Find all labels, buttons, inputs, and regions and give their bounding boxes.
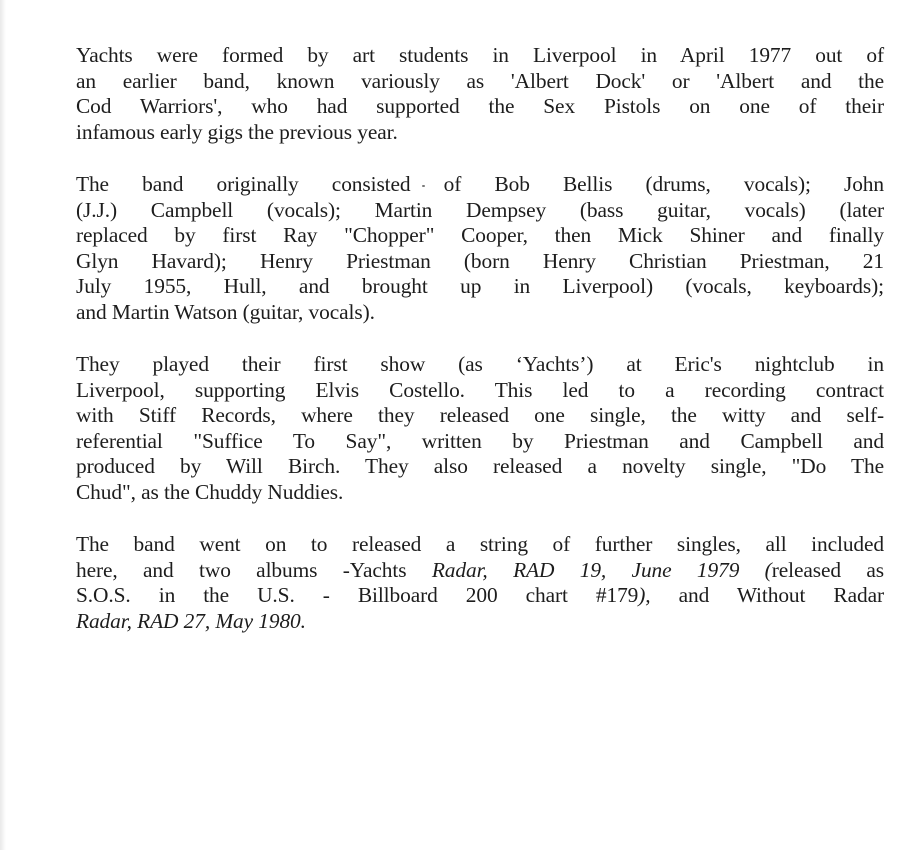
paragraph-first-show xyxy=(76,352,884,505)
text-line: with Stiff Records, where they released one single, the witty and self- xyxy=(76,403,884,427)
text-line: and Martin Watson (guitar, vocals). xyxy=(76,299,375,324)
page-edge-shadow xyxy=(0,0,6,850)
text-line: Yachts were formed by art students in Liverpool in April 1977 out of xyxy=(76,43,884,67)
text-line: referential "Suffice To Say", written by Priestman and Campbell and xyxy=(76,428,884,453)
text-line: Chud", as the Chuddy Nuddies. xyxy=(76,479,344,504)
text-line-mixed xyxy=(76,609,884,635)
text-line: Cod Warriors', who had supported the Sex Pistols on one of their xyxy=(76,94,884,118)
text-body xyxy=(76,43,884,661)
text-line: The band originally consisted of Bob Bellis (drums, vocals); John xyxy=(76,172,884,196)
text-line: an earlier band, known variously as 'Albert Dock' or 'Albert and the xyxy=(76,68,884,93)
text-run: here, and two albums -Yachts xyxy=(76,557,432,582)
text-line: They played their first show (as ‘Yachts’) at Eric's nightclub in xyxy=(76,352,884,376)
paragraph-formation xyxy=(76,43,884,145)
text-line-mixed xyxy=(76,583,884,609)
text-line: produced by Will Birch. They also released a novelty single, "Do The xyxy=(76,454,884,478)
text-line-mixed xyxy=(76,558,884,584)
text-run: and Without Radar xyxy=(650,583,884,607)
text-line: Glyn Havard); Henry Priestman (born Henry Christian Priestman, 21 xyxy=(76,248,884,273)
album-title-run: Radar, RAD 27, May 1980. xyxy=(76,608,306,633)
text-line: Liverpool, supporting Elvis Costello. This led to a recording contract xyxy=(76,377,884,402)
text-line: (J.J.) Campbell (vocals); Martin Dempsey (bass guitar, vocals) (later xyxy=(76,197,884,222)
paragraph-albums xyxy=(76,532,884,634)
text-line: The band went on to released a string of further singles, all included xyxy=(76,532,884,556)
italic-run: ), xyxy=(638,583,651,607)
text-line: July 1955, Hull, and brought up in Liverpool) (vocals, keyboards); xyxy=(76,274,884,298)
text-run: S.O.S. in the U.S. - Billboard 200 chart #179 xyxy=(76,583,639,607)
album-title-run: Radar, RAD 19, June 1979 ( xyxy=(431,557,772,582)
paragraph-lineup xyxy=(76,172,884,325)
text-line: replaced by first Ray "Chopper" Cooper, then Mick Shiner and finally xyxy=(76,223,884,247)
text-line: infamous early gigs the previous year. xyxy=(76,119,398,144)
text-run: released as xyxy=(771,557,884,582)
